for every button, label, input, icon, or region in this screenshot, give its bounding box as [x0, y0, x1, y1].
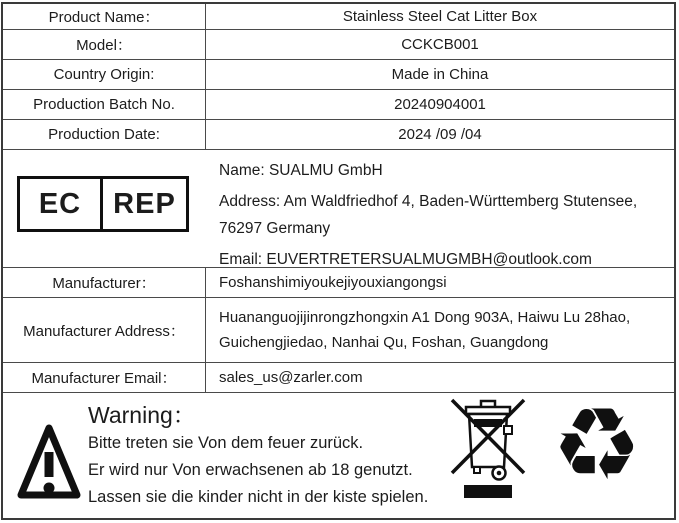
row-value: CCKCB001 [401, 36, 479, 53]
ec-rep-address-line2: 76297 Germany [219, 220, 331, 237]
table-row-manufacturer [3, 268, 674, 298]
row-label: Production Date: [3, 120, 206, 149]
table-row-country-origin [3, 60, 674, 90]
row-value: sales_us@zarler.com [219, 369, 363, 386]
ec-rep-icon [17, 176, 189, 232]
row-label: Manufacturer Email： [3, 363, 206, 392]
ec-rep-badge-area [3, 150, 206, 267]
warning-triangle-icon [16, 421, 82, 503]
row-label: Production Batch No. [3, 90, 206, 119]
recycle-icon: ♻ [552, 386, 642, 503]
row-label: Country Origin: [3, 60, 206, 89]
row-value: Made in China [391, 66, 489, 83]
row-value: Foshanshimiyoukejiyouxiangongsi [219, 274, 447, 291]
ec-rep-name: Name: SUALMU GmbH [219, 162, 383, 179]
ec-rep-email: Email: EUVERTRETERSUALMUGMBH@outlook.com [219, 251, 592, 268]
warning-section [3, 386, 674, 518]
row-value: Stainless Steel Cat Litter Box [342, 8, 538, 25]
ec-rep-section [3, 150, 674, 268]
ec-rep-details [206, 150, 674, 267]
weee-crossed-bin-icon [449, 397, 527, 499]
ec-rep-icon-left-label: EC [20, 179, 103, 229]
table-row-product-name [3, 4, 674, 30]
row-value: 2024 /09 /04 [398, 126, 482, 143]
warning-text [88, 430, 428, 511]
row-label: Product Name： [3, 4, 206, 29]
row-label: Manufacturer Address： [3, 298, 206, 362]
row-label: Model： [3, 30, 206, 59]
table-row-production-date [3, 120, 674, 150]
product-label-sheet [1, 2, 676, 520]
table-row-batch-no [3, 90, 674, 120]
warning-line: Er wird nur Von erwachsenen ab 18 genutzt. [88, 461, 413, 479]
row-value: Huananguojijinrongzhongxin A1 Dong 903A, Haiwu Lu 28hao, Guichengjiedao, Nanhai Qu, Foshan, Guangdong [219, 309, 631, 351]
warning-title: Warning： [88, 402, 196, 428]
warning-line: Bitte treten sie Von dem feuer zurück. [88, 434, 364, 452]
warning-line: Lassen sie die kinder nicht in der kiste spielen. [88, 488, 429, 506]
row-value: 20240904001 [394, 96, 486, 113]
row-label: Manufacturer： [3, 268, 206, 297]
table-row-manufacturer-address [3, 298, 674, 363]
table-row-model [3, 30, 674, 60]
ec-rep-icon-right-label: REP [113, 187, 176, 220]
ec-rep-address-line1: Address: Am Waldfriedhof 4, Baden-Württemberg Stutensee, [219, 193, 638, 210]
